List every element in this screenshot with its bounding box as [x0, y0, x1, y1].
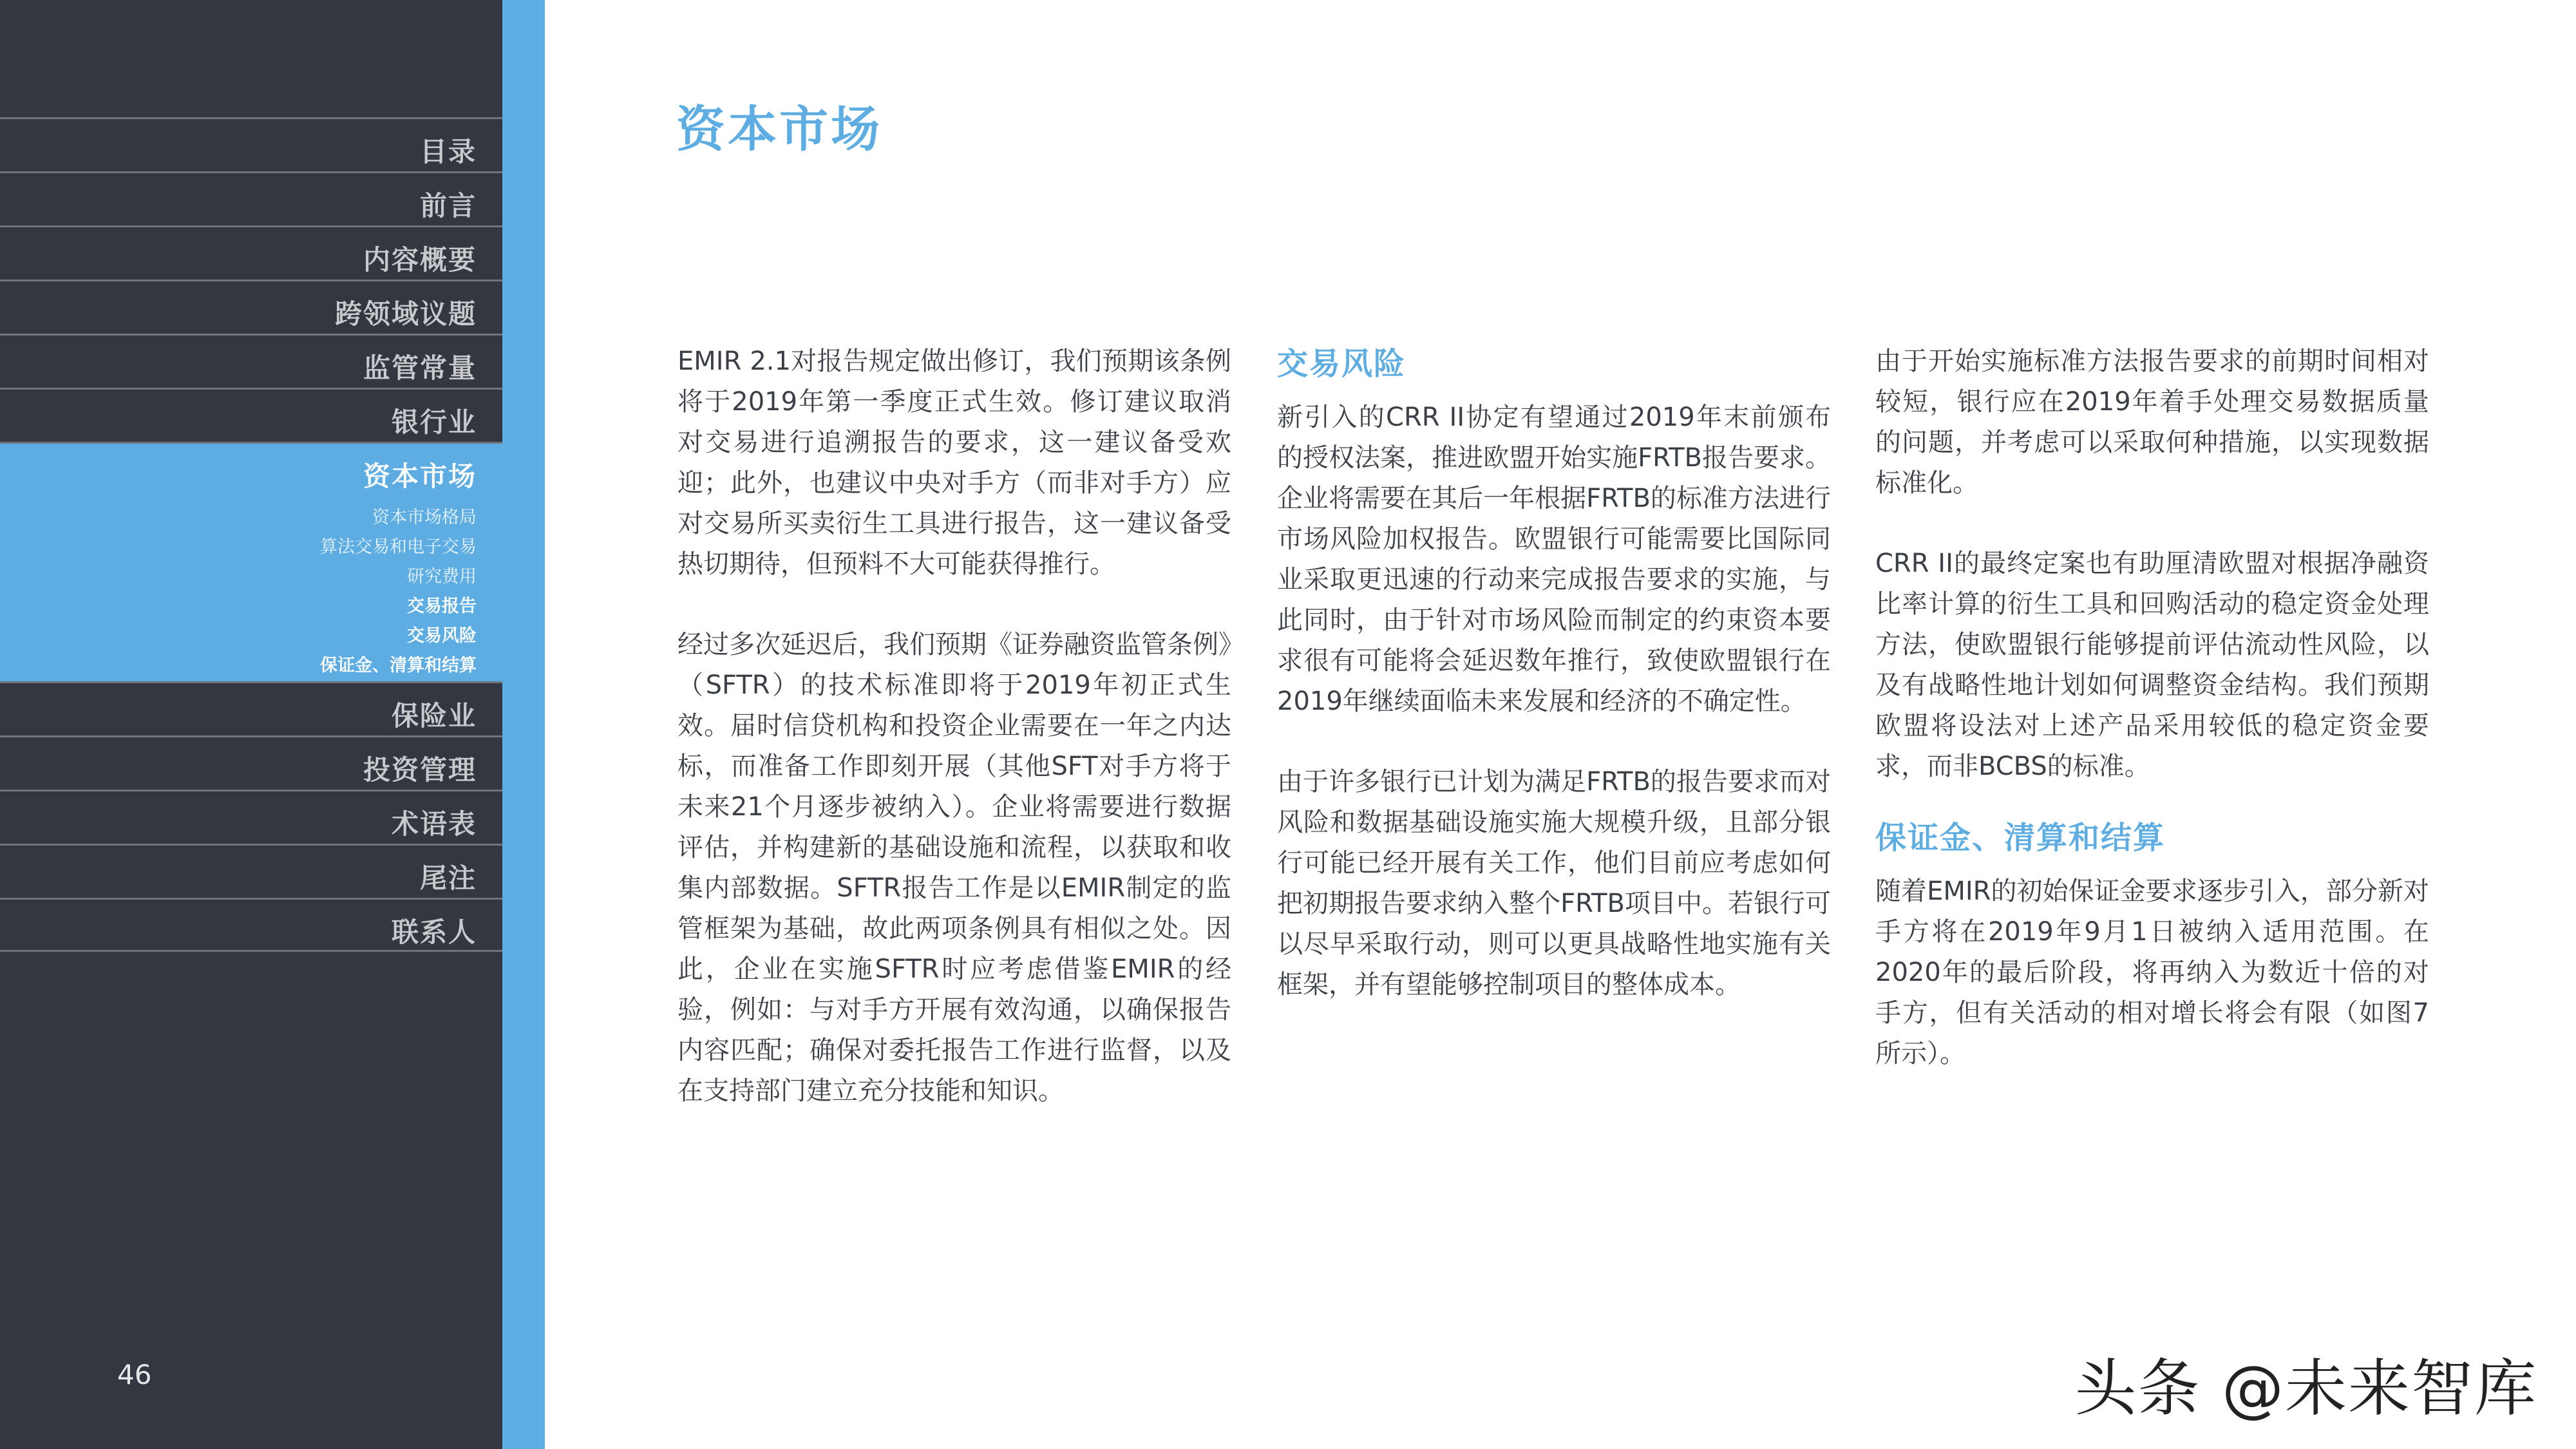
- nav-item-summary[interactable]: [0, 225, 502, 279]
- text-column-1: [677, 341, 1231, 1151]
- nav-item-investment-management[interactable]: [0, 735, 502, 790]
- nav-item-banking[interactable]: [0, 388, 502, 442]
- nav-sub-item-market-landscape[interactable]: 资本市场格局: [372, 507, 477, 527]
- text-column-2: [1277, 341, 1831, 1045]
- nav-label: 跨领域议题: [334, 298, 477, 330]
- nav-label: 尾注: [419, 862, 477, 894]
- paragraph: 由于许多银行已计划为满足FRTB的报告要求而对风险和数据基础设施实施大规模升级，且部分银行可能已经开展有关工作，他们目前应考虑如何把初期报告要求纳入整个FRTB项目中。若银行可以尽早采取行动，则可以更具战略性地实施有关框架，并有望能够控制项目的整体成本。: [1277, 767, 1831, 999]
- page-title: 资本市场: [676, 100, 882, 158]
- nav-active-label: 资本市场: [363, 460, 477, 492]
- nav-sub-item-research-fees[interactable]: 研究费用: [407, 567, 477, 587]
- nav-label: 保险业: [391, 700, 477, 732]
- page-number: 46: [117, 1359, 152, 1390]
- nav-label: 监管常量: [363, 352, 477, 384]
- nav-item-foreword[interactable]: [0, 171, 502, 225]
- nav-item-contacts[interactable]: [0, 898, 502, 952]
- nav-label: 投资管理: [363, 754, 477, 786]
- sidebar-nav: [0, 117, 502, 952]
- text-column-3: [1875, 341, 2429, 1114]
- nav-item-regulatory-constants[interactable]: [0, 334, 502, 388]
- section-heading-trading-risk: 交易风险: [1277, 346, 1406, 382]
- section-heading-margin-clearing: 保证金、清算和结算: [1875, 820, 2166, 856]
- watermark: 头条 @未来智库: [2074, 1352, 2537, 1425]
- nav-item-contents[interactable]: [0, 117, 502, 171]
- nav-item-capital-markets-active[interactable]: [0, 442, 502, 681]
- paragraph: EMIR 2.1对报告规定做出修订，我们预期该条例将于2019年第一季度正式生效。修订建议取消对交易进行追溯报告的要求，这一建议备受欢迎；此外，也建议中央对手方（而非对手方）应对交易所买卖衍生工具进行报告，这一建议备受热切期待，但预料不大可能获得推行。: [677, 346, 1231, 579]
- nav-item-insurance[interactable]: [0, 681, 502, 735]
- nav-label: 银行业: [391, 406, 477, 438]
- paragraph: 新引入的CRR II协定有望通过2019年末前颁布的授权法案，推进欧盟开始实施FRTB报告要求。企业将需要在其后一年根据FRTB的标准方法进行市场风险加权报告。欧盟银行可能需要比国际同业采取更迅速的行动来完成报告要求的实施，与此同时，由于针对市场风险而制定的约束资本要求很有可能将会延迟数年推行，致使欧盟银行在2019年继续面临未来发展和经济的不确定性。: [1277, 402, 1831, 716]
- nav-item-glossary[interactable]: [0, 790, 502, 844]
- nav-item-endnotes[interactable]: [0, 844, 502, 898]
- paragraph: CRR II的最终定案也有助厘清欧盟对根据净融资比率计算的衍生工具和回购活动的稳定资金处理方法，使欧盟银行能够提前评估流动性风险，以及有战略性地计划如何调整资金结构。我们预期欧盟将设法对上述产品采用较低的稳定资金要求，而非BCBS的标准。: [1875, 549, 2429, 781]
- accent-bar: [502, 0, 545, 1449]
- paragraph: 随着EMIR的初始保证金要求逐步引入，部分新对手方将在2019年9月1日被纳入适用范围。在2020年的最后阶段，将再纳入为数近十倍的对手方，但有关活动的相对增长将会有限（如图7所示）。: [1875, 876, 2429, 1068]
- nav-sub-item-margin-clearing[interactable]: 保证金、清算和结算: [320, 656, 477, 676]
- nav-label: 前言: [419, 190, 477, 222]
- paragraph: 经过多次延迟后，我们预期《证券融资监管条例》（SFTR）的技术标准即将于2019年初正式生效。届时信贷机构和投资企业需要在一年之内达标，而准备工作即刻开展（其他SFT对手方将于未来21个月逐步被纳入）。企业将需要进行数据评估，并构建新的基础设施和流程，以获取和收集内部数据。SFTR报告工作是以EMIR制定的监管框架为基础，故此两项条例具有相似之处。因此，企业在实施SFTR时应考虑借鉴EMIR的经验，例如：与对手方开展有效沟通，以确保报告内容匹配；确保对委托报告工作进行监督，以及在支持部门建立充分技能和知识。: [677, 630, 1231, 1106]
- nav-label: 术语表: [391, 808, 477, 840]
- nav-label: 联系人: [391, 916, 477, 948]
- nav-sub-item-trading-risk[interactable]: 交易风险: [407, 626, 477, 646]
- nav-item-cross-sector[interactable]: [0, 279, 502, 334]
- nav-sub-item-trade-reporting[interactable]: 交易报告: [407, 596, 477, 616]
- paragraph: 由于开始实施标准方法报告要求的前期时间相对较短，银行应在2019年着手处理交易数据质量的问题，并考虑可以采取何种措施，以实现数据标准化。: [1875, 346, 2429, 498]
- nav-label: 内容概要: [363, 244, 477, 276]
- nav-label: 目录: [419, 136, 477, 167]
- nav-sub-item-algo-trading[interactable]: 算法交易和电子交易: [320, 537, 477, 557]
- sidebar: [0, 0, 502, 1449]
